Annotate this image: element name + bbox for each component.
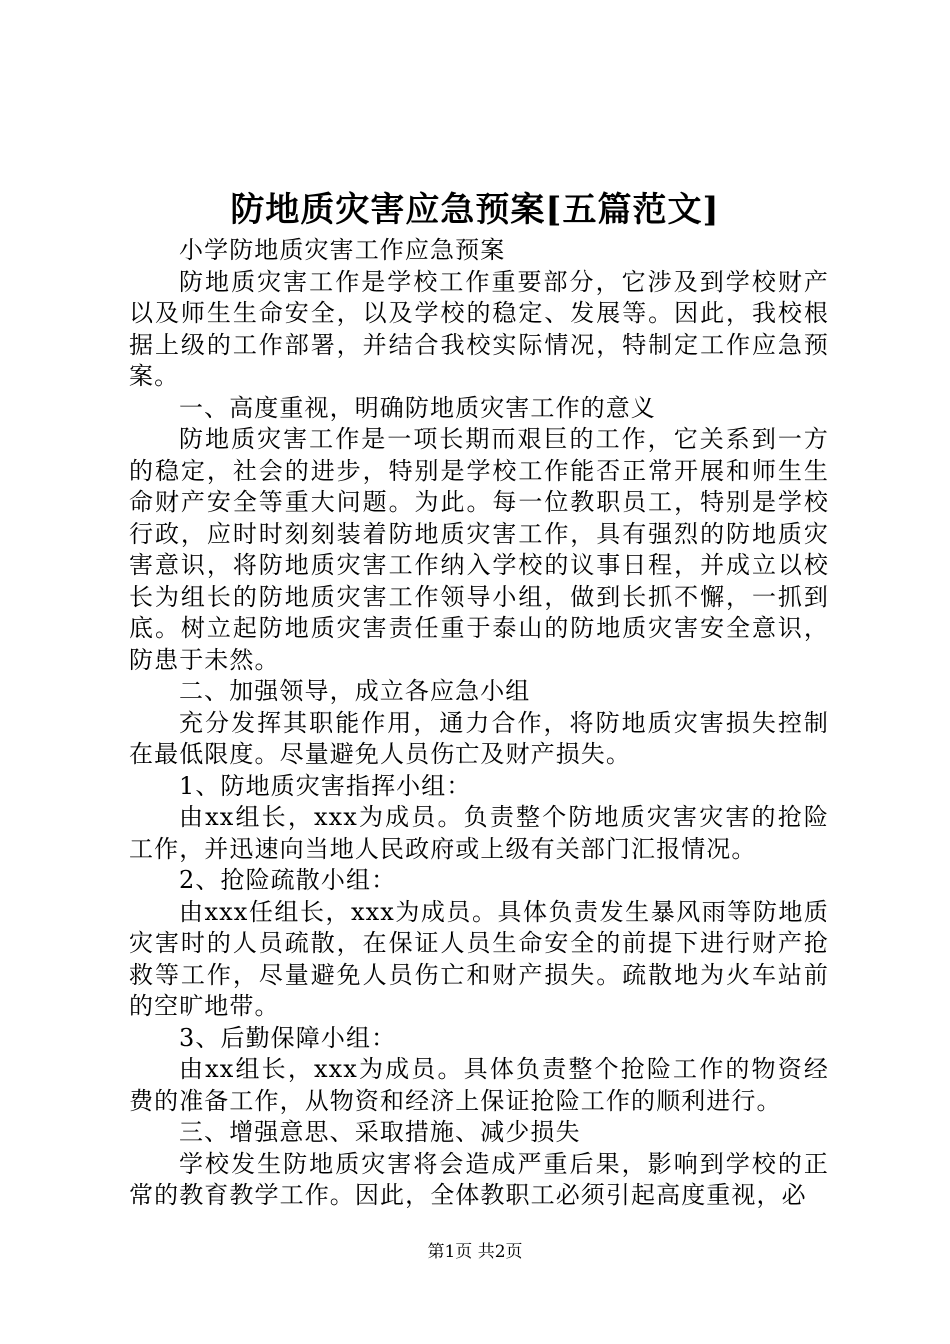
paragraph: 充分发挥其职能作用，通力合作，将防地质灾害损失控制在最低限度。尽量避免人员伤亡及财产损失。 bbox=[129, 708, 829, 768]
document-body bbox=[129, 235, 829, 1212]
page-number-footer: 第1页 共2页 bbox=[427, 1242, 523, 1262]
paragraph: 由xx组长，xxx为成员。具体负责整个抢险工作的物资经费的准备工作，从物资和经济上保证抢险工作的顺利进行。 bbox=[129, 1055, 829, 1115]
subsection-heading: 3、后勤保障小组： bbox=[179, 1023, 397, 1052]
paragraph: 由xxx任组长，xxx为成员。具体负责发生暴风雨等防地质灾害时的人员疏散，在保证人员生命安全的前提下进行财产抢救等工作，尽量避免人员伤亡和财产损失。疏散地为火车站前的空旷地带。 bbox=[129, 897, 829, 1020]
subsection-heading: 1、防地质灾害指挥小组： bbox=[179, 771, 472, 800]
subsection-heading: 2、抢险疏散小组： bbox=[179, 866, 397, 894]
paragraph: 学校发生防地质灾害将会造成严重后果，影响到学校的正常的教育教学工作。因此，全体教职工必须引起高度重视，必 bbox=[129, 1149, 829, 1209]
paragraph: 小学防地质灾害工作应急预案 bbox=[179, 236, 506, 264]
document-title: 防地质灾害应急预案[五篇范文] bbox=[230, 190, 720, 230]
section-heading: 二、加强领导，成立各应急小组 bbox=[179, 677, 531, 705]
section-heading: 一、高度重视，明确防地质灾害工作的意义 bbox=[179, 393, 656, 422]
paragraph: 由xx组长，xxx为成员。负责整个防地质灾害灾害的抢险工作，并迅速向当地人民政府或上级有关部门汇报情况。 bbox=[129, 803, 829, 863]
section-heading: 三、增强意思、采取措施、减少损失 bbox=[179, 1118, 581, 1146]
paragraph: 防地质灾害工作是一项长期而艰巨的工作，它关系到一方的稳定，社会的进步，特别是学校工作能否正常开展和师生生命财产安全等重大问题。为此。每一位教职员工，特别是学校行政，应时时刻刻装着防地质灾害工作，具有强烈的防地质灾害意识，将防地质灾害工作纳入学校的议事日程，并成立以校长为组长的防地质灾害工作领导小组，做到长抓不懈，一抓到底。树立起防地质灾害责任重于泰山的防地质灾害安全意识，防患于未然。 bbox=[129, 425, 829, 674]
paragraph: 防地质灾害工作是学校工作重要部分，它涉及到学校财产以及师生生命安全，以及学校的稳定、发展等。因此，我校根据上级的工作部署，并结合我校实际情况，特制定工作应急预案。 bbox=[129, 267, 829, 390]
